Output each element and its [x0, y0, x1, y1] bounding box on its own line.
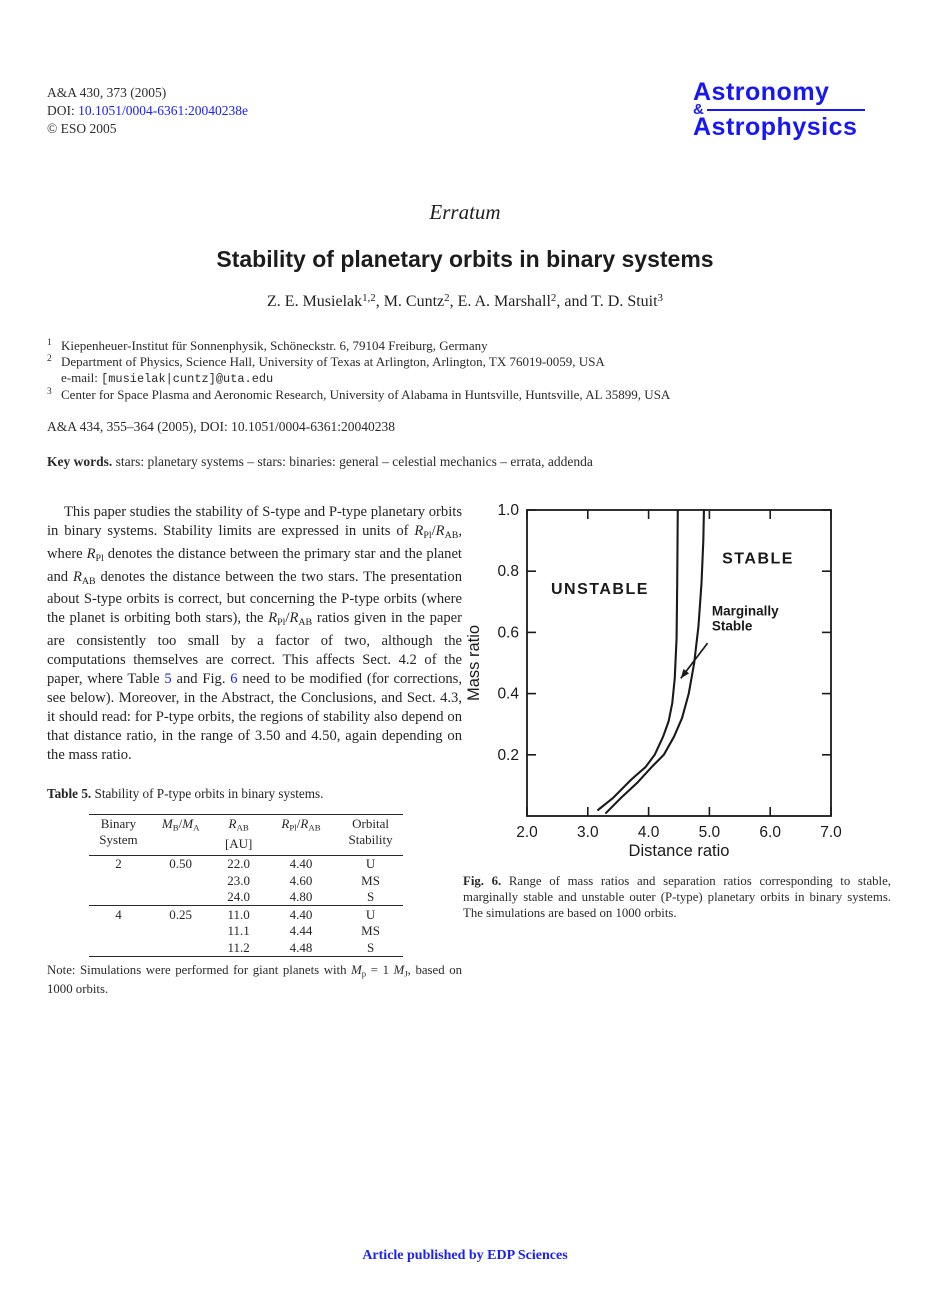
- text-run: M: [182, 816, 194, 832]
- region-label: [722, 551, 794, 568]
- text-run: Orbital: [352, 816, 389, 832]
- text-run: and Fig.: [171, 671, 231, 688]
- text-run: stars: planetary systems – stars: binaries: general – celestial mechanics – errata, addenda: [112, 454, 593, 469]
- table-header-line: [215, 836, 261, 852]
- text-run: /: [296, 816, 301, 832]
- journal-issue-line: A&A 430, 373 (2005): [47, 85, 167, 100]
- table-cell: U: [365, 856, 376, 872]
- table-cell: [148, 889, 214, 906]
- text-run: , and T. D. Stuit: [556, 292, 658, 310]
- text-run: ratios given in the paper are consistently too small by a factor of two, although the computations themselves are correct. This affects Sect. 4.2 of the paper, where Table: [47, 610, 462, 688]
- text-run: need to be modified (for corrections, see below). Moreover, in the Abstract, the Conclusions, and Sect. 4.3, it should read: for P-type orbits, the regions of stability also depend on that distance ratio, in the range of 3.50 and 4.50, again depending on the mass ratio.: [47, 671, 462, 764]
- text-run: p: [361, 967, 367, 978]
- table-cell: 4: [89, 906, 148, 923]
- table-cell: [148, 939, 214, 956]
- text-run: Pl: [289, 822, 297, 833]
- table-cell: MS: [361, 872, 380, 888]
- inline-link[interactable]: Article published by: [362, 1248, 488, 1263]
- text-run: A: [193, 822, 200, 833]
- x-tick-label: 2.0: [516, 824, 538, 841]
- text-run: Range of mass ratios and separation ratios corresponding to stable, marginally stable and unstable outer (P-type) planetary orbits in binary systems. The simulations are based on 1000 orbits.: [463, 874, 891, 920]
- text-run: AB: [308, 822, 321, 833]
- table-cell: S: [366, 939, 375, 955]
- table-caption: [47, 786, 462, 802]
- journal-logo: [693, 80, 865, 140]
- text-run: Stability: [348, 831, 393, 847]
- text-run: This paper studies the stability of S-type and P-type planetary orbits in binary systems. Stability limits are expressed in units of: [47, 504, 462, 539]
- left-column: [47, 503, 462, 997]
- text-run: M: [351, 962, 362, 977]
- text-run: Pl: [277, 617, 286, 629]
- table-cell: 4.48: [289, 939, 313, 955]
- table-header-cell: [148, 815, 214, 855]
- table-row: [89, 855, 403, 872]
- y-tick-label: 0.2: [497, 746, 519, 764]
- stability-chart: [463, 498, 891, 865]
- table-header-line: [91, 816, 146, 832]
- table-header-line: [215, 816, 261, 836]
- text-run: R: [414, 523, 424, 539]
- label-line: Stable: [711, 618, 753, 634]
- table-header-cell: [338, 815, 403, 855]
- doi-line: [47, 102, 248, 120]
- table-cell: [89, 939, 148, 956]
- table-cell: 11.0: [213, 906, 263, 923]
- label-line: UNSTABLE: [550, 581, 649, 599]
- authors-line: [0, 292, 930, 311]
- text-run: AB: [444, 529, 459, 541]
- table-cell: 11.1: [227, 923, 250, 939]
- inline-link[interactable]: 10.1051/0004-6361:20040238e: [78, 103, 248, 118]
- table-cell: S: [366, 889, 375, 905]
- text-run: Pl: [423, 529, 432, 541]
- table-row: [89, 889, 403, 906]
- text-run: Key words.: [47, 454, 113, 469]
- text-run: Center for Space Plasma and Aeronomic Research, University of Alabama in Huntsville, Huntsville, AL 35899, USA: [61, 387, 671, 403]
- logo-astrophysics: Astrophysics: [693, 113, 858, 141]
- figure-caption: [463, 873, 891, 921]
- x-tick-label: 3.0: [577, 824, 599, 841]
- table-row: [89, 939, 403, 956]
- chart-curve: [606, 510, 704, 813]
- x-tick-label: 6.0: [759, 824, 781, 841]
- table-cell: MS: [361, 923, 380, 939]
- table-header-line: [150, 816, 212, 836]
- x-tick-label: 4.0: [637, 824, 660, 841]
- text-run: [AU]: [224, 836, 253, 852]
- text-run: AB: [298, 617, 313, 629]
- text-run: [musielak|cuntz]@uta.edu: [101, 371, 274, 386]
- text-run: DOI:: [47, 103, 79, 118]
- text-run: M: [161, 816, 173, 832]
- y-tick-label: 1.0: [497, 502, 519, 519]
- text-run: AB: [81, 575, 96, 587]
- table-cell: [89, 889, 148, 906]
- table-row: [89, 872, 403, 889]
- text-run: Fig. 6.: [463, 874, 502, 888]
- text-run: B: [172, 822, 179, 833]
- text-run: J: [404, 967, 408, 978]
- x-tick-label: 5.0: [698, 824, 721, 841]
- header-identification: [47, 84, 248, 138]
- table-note: [47, 962, 462, 997]
- text-run: R: [228, 816, 237, 832]
- text-run: /: [431, 523, 436, 539]
- text-run: denotes the distance between the two stars. The presentation about S-type orbits is correct, but concerning the P-type orbits (where the planet is orbiting both stars), the: [47, 568, 462, 627]
- y-tick-label: 0.8: [497, 563, 519, 581]
- table-cell: 0.50: [169, 856, 193, 872]
- label-line: Marginally: [711, 603, 779, 619]
- copyright-line: © ESO 2005: [47, 121, 117, 136]
- callout-label: [712, 604, 779, 634]
- right-column: [463, 498, 891, 921]
- footer-publisher-line[interactable]: [0, 1248, 930, 1264]
- text-run: , where: [47, 523, 462, 562]
- text-run: Binary: [100, 816, 137, 832]
- table-cell: [89, 923, 148, 940]
- text-run: R: [435, 523, 445, 539]
- affiliation-continuation: [61, 370, 867, 388]
- label-line: STABLE: [722, 550, 794, 568]
- table-cell: [148, 872, 214, 889]
- table-row: [89, 923, 403, 940]
- logo-astronomy: Astronomy: [693, 78, 830, 106]
- text-run: R: [86, 545, 96, 562]
- table-cell: [148, 923, 214, 940]
- article-title: Stability of planetary orbits in binary systems: [216, 246, 714, 272]
- text-run: M: [393, 962, 405, 977]
- table-header-line: [340, 832, 401, 848]
- y-tick-label: 0.4: [497, 685, 519, 703]
- text-run: AB: [236, 822, 249, 833]
- text-run: denotes the distance between the primary star and the planet and: [47, 545, 462, 585]
- text-run: R: [300, 816, 309, 832]
- affiliation-number: 1: [47, 338, 52, 348]
- text-run: /: [285, 610, 290, 627]
- table-cell: [89, 872, 148, 889]
- keywords-line: [47, 454, 867, 470]
- text-run: = 1: [366, 962, 394, 977]
- text-run: R: [289, 610, 299, 627]
- table-header-line: [266, 816, 336, 836]
- table-cell: 22.0: [227, 856, 251, 872]
- table-header-cell: [264, 815, 338, 855]
- table-cell: 2: [115, 856, 122, 872]
- table-cell: 23.0: [227, 872, 251, 888]
- y-tick-label: 0.6: [497, 624, 519, 642]
- inline-link[interactable]: EDP Sciences: [487, 1248, 568, 1263]
- table-cell: 24.0: [227, 889, 251, 905]
- text-run: 3: [657, 292, 663, 304]
- body-paragraph: [47, 503, 462, 765]
- text-run: e-mail:: [61, 369, 102, 385]
- table-header-cell: [213, 815, 263, 855]
- text-run: System: [99, 831, 138, 847]
- text-run: Stability of P-type orbits in binary systems.: [91, 786, 324, 802]
- table-header-cell: [89, 815, 148, 855]
- affiliation-number: 2: [47, 353, 52, 364]
- table-cell: U: [338, 906, 403, 923]
- text-run: 2: [550, 292, 557, 304]
- reference-line: A&A 434, 355–364 (2005), DOI: 10.1051/0004-6361:20040238: [47, 419, 395, 434]
- inline-link[interactable]: 6: [230, 671, 238, 688]
- text-run: , M. Cuntz: [375, 292, 445, 310]
- table-row: [89, 906, 403, 923]
- text-run: Note: Simulations were performed for giant planets with: [47, 962, 352, 977]
- table-header-line: [91, 832, 146, 848]
- text-run: Z. E. Musielak: [267, 292, 363, 310]
- table-cell: 4.60: [289, 872, 313, 888]
- erratum-heading: Erratum: [429, 200, 501, 224]
- table-cell: 0.25: [148, 906, 214, 923]
- text-run: , based on 1000 orbits.: [47, 962, 463, 996]
- text-run: , E. A. Marshall: [449, 292, 551, 310]
- table-cell: 4.44: [289, 923, 313, 939]
- x-axis-label: Distance ratio: [628, 842, 730, 860]
- table-cell: 4.40: [289, 856, 313, 872]
- table-cell: 4.40: [264, 906, 338, 923]
- text-run: 2: [444, 292, 450, 304]
- x-tick-label: 7.0: [820, 824, 842, 841]
- chart-curve: [598, 510, 678, 810]
- stability-table: [89, 814, 403, 956]
- text-run: Table 5.: [47, 786, 92, 802]
- text-run: Department of Physics, Science Hall, University of Texas at Arlington, Arlington, TX 76019-0059, USA: [61, 353, 605, 369]
- logo-ampersand: &: [693, 101, 704, 118]
- chart-svg: [463, 498, 891, 860]
- affiliation-number: 3: [47, 387, 52, 398]
- inline-link[interactable]: 5: [164, 671, 172, 688]
- text-run: R: [268, 610, 278, 627]
- affiliations-list: [47, 338, 867, 403]
- affiliation: [47, 387, 867, 403]
- text-run: 1,2: [362, 292, 376, 304]
- table-cell: 4.80: [289, 889, 313, 905]
- affiliation: [47, 354, 867, 388]
- table-header-line: [340, 816, 401, 832]
- table-cell: 11.2: [227, 939, 250, 955]
- region-label: [551, 581, 649, 598]
- y-axis-label: Mass ratio: [465, 624, 483, 702]
- text-run: R: [281, 816, 290, 832]
- text-run: /: [178, 816, 183, 832]
- affiliation: [47, 338, 867, 354]
- text-run: Kiepenheuer-Institut für Sonnenphysik, Schöneckstr. 6, 79104 Freiburg, Germany: [61, 338, 488, 353]
- logo-rule: [707, 109, 865, 111]
- text-run: Pl: [95, 552, 104, 564]
- text-run: R: [72, 568, 82, 585]
